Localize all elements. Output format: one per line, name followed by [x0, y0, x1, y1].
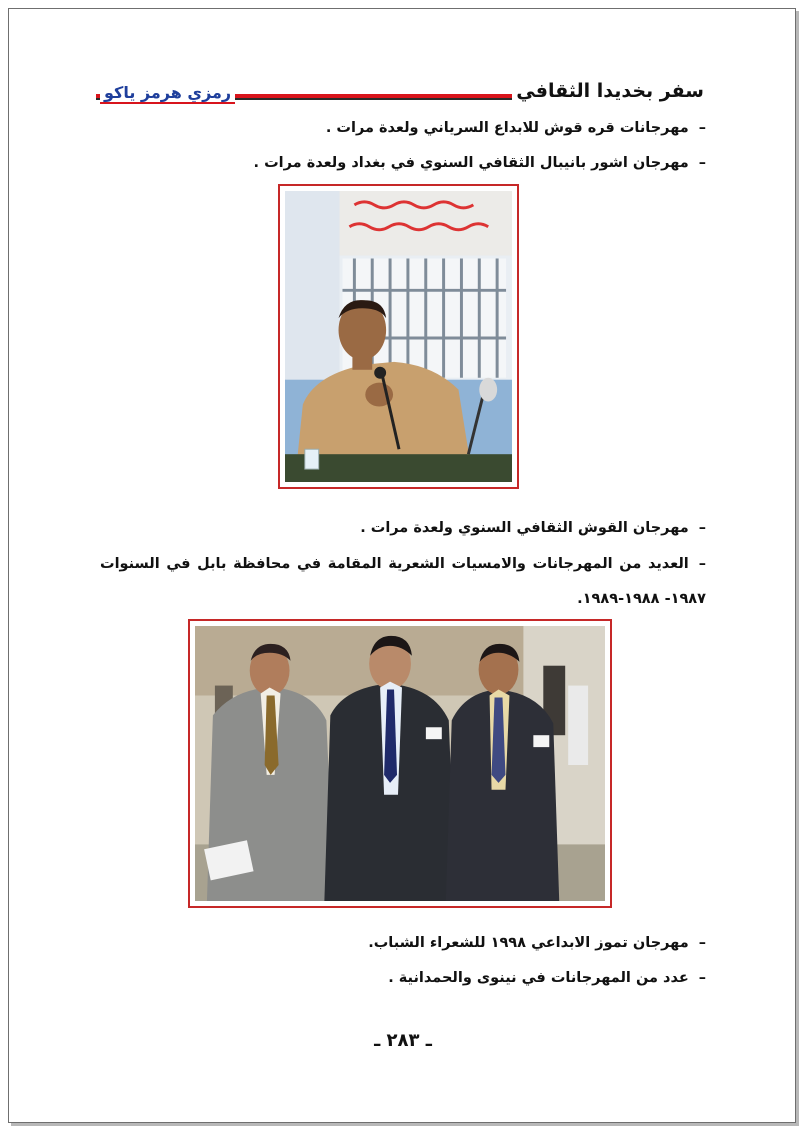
list-item: [254, 155, 706, 171]
bullet-dash: –: [698, 970, 706, 986]
list-item: [388, 970, 706, 986]
list-item-text: مهرجانات قره قوش للابداع السرياني ولعدة مرات .: [325, 120, 689, 136]
list-item: [360, 520, 706, 536]
list-item-text: مهرجان اشور بانيبال الثقافي السنوي في بغداد ولعدة مرات .: [253, 155, 689, 171]
list-item: [326, 120, 706, 136]
page-number: ـ ٢٨٣ ـ: [374, 1030, 432, 1051]
list-item-text: مهرجان القوش الثقافي السنوي ولعدة مرات .: [360, 520, 689, 536]
bullet-dash: –: [698, 120, 706, 136]
bullet-dash: –: [698, 935, 706, 951]
speaker-photo-image: [285, 191, 512, 482]
author-name: رمزي هرمز ياكو: [100, 83, 235, 104]
list-item: [100, 547, 706, 617]
list-item-text: مهرجان تموز الابداعي ١٩٩٨ للشعراء الشباب.: [368, 935, 689, 951]
list-item-text: عدد من المهرجانات في نينوى والحمدانية .: [388, 970, 689, 986]
speaker-photo: [278, 184, 519, 489]
list-item: [368, 935, 706, 951]
group-photo-image: [195, 626, 605, 901]
bullet-dash: –: [698, 520, 706, 536]
page-header: [96, 80, 708, 110]
bullet-dash: –: [698, 556, 706, 572]
group-photo: [188, 619, 612, 908]
list-item-text: العديد من المهرجانات والامسيات الشعرية المقامة في محافظة بابل في السنوات ١٩٨٧- ١٩٨٨-١٩٨٩.: [100, 556, 706, 607]
book-title: سفر بخديدا الثقافي: [512, 80, 708, 102]
bullet-dash: –: [698, 155, 706, 171]
